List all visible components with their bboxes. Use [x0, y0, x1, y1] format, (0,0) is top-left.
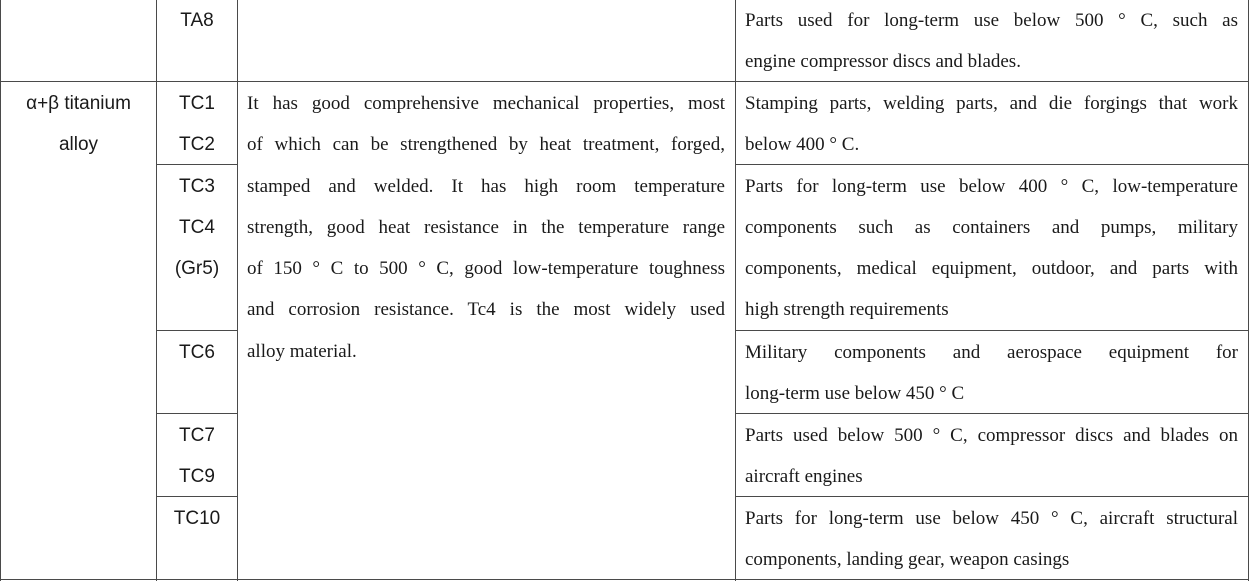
alloy-type-line1: α+β titanium: [26, 93, 131, 114]
grade-tc9: TC9: [179, 466, 215, 487]
row-divider-gr5-tc6: [156, 330, 238, 331]
table-border-right: [1248, 0, 1249, 581]
application-tc10-line2: components, landing gear, weapon casings: [745, 549, 1070, 570]
application-tc7-line1: Parts used below 500 ° C, compressor discs and blades on: [745, 425, 1238, 446]
alloy-type-line2: alloy: [58, 134, 99, 155]
application-ta8-line1: Parts used for long-term use below 500 ° C, such as: [745, 10, 1238, 31]
application-tc1-line2: below 400 ° C.: [745, 134, 860, 155]
grade-tc3: TC3: [179, 176, 215, 197]
grade-gr5: (Gr5): [174, 258, 220, 279]
grade-tc7: TC7: [179, 425, 215, 446]
application-tc1-line1: Stamping parts, welding parts, and die forgings that work: [745, 93, 1238, 114]
grade-cell-ta8: TA8: [180, 10, 214, 31]
application-tc3-line3: components, medical equipment, outdoor, and parts with: [745, 258, 1238, 279]
grade-tc10: TC10: [173, 508, 221, 529]
application-tc7-line2: aircraft engines: [745, 466, 863, 487]
column-divider-application: [735, 0, 736, 581]
properties-line3: stamped and welded. It has high room temperature: [247, 176, 725, 197]
application-tc6-line1: Military components and aerospace equipment for: [745, 342, 1238, 363]
application-tc3-line1: Parts for long-term use below 400 ° C, low-temperature: [745, 176, 1238, 197]
column-divider-properties: [237, 0, 238, 581]
grade-tc1: TC1: [179, 93, 215, 114]
row-divider-tc6-tc7: [156, 413, 238, 414]
application-tc3-line2: components such as containers and pumps, military: [745, 217, 1238, 238]
properties-line1: It has good comprehensive mechanical properties, most: [247, 93, 725, 114]
properties-line4: strength, good heat resistance in the temperature range: [247, 217, 725, 238]
grade-tc6: TC6: [179, 342, 215, 363]
application-tc6-line2: long-term use below 450 ° C: [745, 383, 965, 404]
properties-line2: of which can be strengthened by heat treatment, forged,: [247, 134, 725, 155]
properties-line6: and corrosion resistance. Tc4 is the most widely used: [247, 299, 725, 320]
application-ta8-line2: engine compressor discs and blades.: [745, 51, 1021, 72]
application-tc3-line4: high strength requirements: [745, 299, 949, 320]
grade-tc2: TC2: [179, 134, 215, 155]
grade-tc4: TC4: [179, 217, 215, 238]
application-tc10-line1: Parts for long-term use below 450 ° C, aircraft structural: [745, 508, 1238, 529]
properties-line7: alloy material.: [247, 341, 357, 362]
properties-line5: of 150 ° C to 500 ° C, good low-temperature toughness: [247, 258, 725, 279]
